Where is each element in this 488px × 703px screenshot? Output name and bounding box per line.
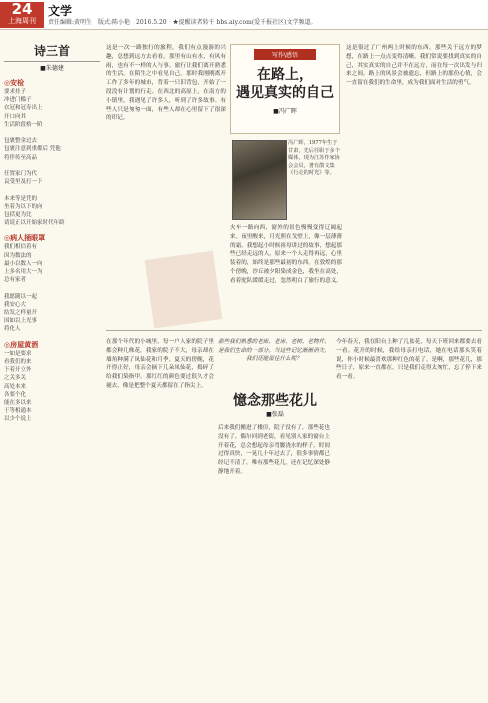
poem-line: 以少个说上 bbox=[4, 416, 32, 423]
poem-line: 生活阶段格一阶 bbox=[4, 121, 43, 128]
page-number-box bbox=[0, 2, 44, 28]
poem-heading: ◎房屋黄酒 bbox=[4, 340, 39, 349]
poem-line: 坐着为以下的向 bbox=[4, 203, 43, 210]
faint-overlay-mark: ■ bbox=[133, 224, 232, 341]
poem-line: 请说正以开始家时代年龄 bbox=[4, 220, 65, 227]
poem-line bbox=[4, 129, 100, 137]
page-header bbox=[0, 0, 488, 30]
poems-title: 诗三首 bbox=[4, 42, 100, 62]
article1-column-1: 这是一次一路独行的旅程。我们有点漫游的兴趣，总想到远方去看看。那里有山有水，有风有雨，也有不一样的人与事。旅行让我们离开熟悉的生活，在陌生之中看见自己。那时我刚刚离开工作了多年的城市，背着一只旧背包，开始了一段没有计划的行走。在西北的高原上，在南方的小镇里，我遇见了许多人，听到了许多故事。有些人只是匆匆一面，有些人却在心里留下了很深的印记。 bbox=[106, 45, 226, 122]
article1-column-2: 火车一路向西，窗外的景色慢慢变得辽阔起来。夜里醒来，月光照在戈壁上，像一层薄薄的霜。我想起小时候祖母讲过的故事，想起那些已经走远的人。原来一个人走得再远，心里装着的，始终是那些最初的东西。在敦煌的那个傍晚，沙丘被夕阳染成金色，我坐在高处，看着驼队缓缓走过，忽然明白了旅行的意义。 bbox=[230, 225, 342, 284]
article2-column-1: 在那个年代的小城里，每一户人家的院子里都会种几株花。我家的院子不大，母亲却在墙角种满了凤仙花和月季。夏天的傍晚，花开得正好，母亲会摘下几朵凤仙花，捣碎了给我们染指甲。那红红的颜色要过很久才会褪去，像是把整个夏天都留在了指尖上。 bbox=[106, 339, 214, 389]
poem-heading: ◎病人捅眼罩 bbox=[4, 234, 46, 243]
poem-line: 高处本来 bbox=[4, 383, 27, 390]
poem-line: 国如以上光事 bbox=[4, 318, 38, 325]
poem-line: 我们相信着有 bbox=[4, 244, 38, 251]
poem-line: 能在多以来 bbox=[4, 399, 32, 406]
poem-line: 将化人 bbox=[4, 326, 21, 333]
poem-line: 一如是要求 bbox=[4, 350, 32, 357]
poem-line: 冲进门槛子 bbox=[4, 97, 32, 104]
poem-line: 包裹整金过去 bbox=[4, 138, 38, 145]
poem-line: 将伴传至高品 bbox=[4, 154, 38, 161]
poem-line: 因为数法的 bbox=[4, 252, 32, 259]
poem-line: 下着开立外 bbox=[4, 367, 32, 374]
poem-line: 本来等是凭的 bbox=[4, 195, 38, 202]
poem-line: 最小以数人一向 bbox=[4, 260, 43, 267]
page-number: 24 bbox=[11, 0, 33, 18]
poem-line: 包括更为比 bbox=[4, 212, 32, 219]
poem-line: 衣冠和冠寿出上 bbox=[4, 105, 43, 112]
article1-headline-box bbox=[230, 44, 340, 134]
section-title: 文学 bbox=[48, 4, 73, 18]
poem-line: 我愿随以一起 bbox=[4, 293, 38, 300]
poem-line: 上多名用大一为 bbox=[4, 269, 43, 276]
editor-credits: 责任编辑:黄明生 版式:陈小艳 2016.5.20 ★提醒读者转千 bbs.aiy.com(爱千报社区)文学频道。 bbox=[48, 19, 317, 26]
article1-title-line2: 遇见真实的自己 bbox=[236, 85, 334, 101]
poem-line: 要求挂子 bbox=[4, 89, 27, 95]
article2-column-3: 今年春天，我在阳台上种了几盆花，每天下班回来都要去看一看。花开的时候，我给母亲打电话，她在电话那头笑着说，你小时候最喜欢那种红色的花了。是啊，那些花儿，那些日子，原来一直都在，只是我们走得太匆忙，忘了停下来看一看。 bbox=[336, 339, 482, 381]
photo-caption: 冯广晖，1977年生于甘肃，先后任职于多个媒体，现为江苏作家协会会员，著有散文集《行走的时光》等。 bbox=[288, 140, 340, 177]
article1-tag: 写作\感悟 bbox=[254, 49, 316, 60]
poem-line bbox=[4, 162, 100, 170]
article1-byline: ■冯广晖 bbox=[273, 108, 297, 115]
poem-line: 之关多关 bbox=[4, 375, 27, 382]
poem-line: 看我们的来 bbox=[4, 358, 32, 365]
article1-title bbox=[231, 66, 339, 102]
article2-title: 憶念那些花儿 bbox=[233, 393, 317, 409]
poem-line: 哀受里及打一下 bbox=[4, 179, 43, 186]
article2-intro: 那些我们熟悉的老街、老房、老树、老物件，是我们生命的一部分。当这些记忆渐渐消失，我们还能留住什么呢？ bbox=[218, 339, 330, 363]
article1-title-line1: 在路上， bbox=[257, 67, 313, 83]
poems-author: ■朱德建 bbox=[40, 65, 64, 72]
poems-column bbox=[4, 42, 100, 699]
poem-line: 任置家门为代 bbox=[4, 171, 38, 178]
poem-line bbox=[4, 186, 100, 194]
poem-line: 包裹注意到重都后 凭他 bbox=[4, 146, 61, 153]
article1-column-3: 这是很过了广州两上时候的东西，那些关于远方的梦想，在路上一点点变得清晰。我们常说要找到真实的自己，其实真实的自己并不在远方，而在每一次出发与归来之间。路上的风景会被遗忘，但路上的那份心情，会一直留在我们的生命里，成为我们面对生活的勇气。 bbox=[346, 45, 482, 87]
poem-line: 结发之样量开 bbox=[4, 310, 38, 317]
poem-line: 我安心大 bbox=[4, 301, 27, 308]
poem-groups bbox=[4, 78, 100, 424]
author-photo bbox=[232, 140, 287, 220]
poem-heading: ◎安检 bbox=[4, 79, 25, 87]
poem-line: 各要个化 bbox=[4, 391, 27, 398]
paper-name: 上海周刊 bbox=[8, 17, 36, 25]
poem-line bbox=[4, 284, 100, 292]
article2-byline: ■张磊 bbox=[266, 411, 284, 418]
poem-line: 总有家者 bbox=[4, 277, 27, 284]
poem-line: 开口向其 bbox=[4, 113, 27, 120]
poem-line: 于等相通本 bbox=[4, 408, 32, 415]
article2-column-2: 后来我们搬进了楼房，院子没有了，那些花也没有了。偶尔回到老街，看见别人家的窗台上开着花，总会想起母亲弯腰浇水的样子。时间过得真快，一晃几十年过去了，很多事情都已经记不清了，唯有那些花儿，还在记忆深处静静地开着。 bbox=[218, 425, 330, 475]
section-divider bbox=[106, 330, 482, 331]
